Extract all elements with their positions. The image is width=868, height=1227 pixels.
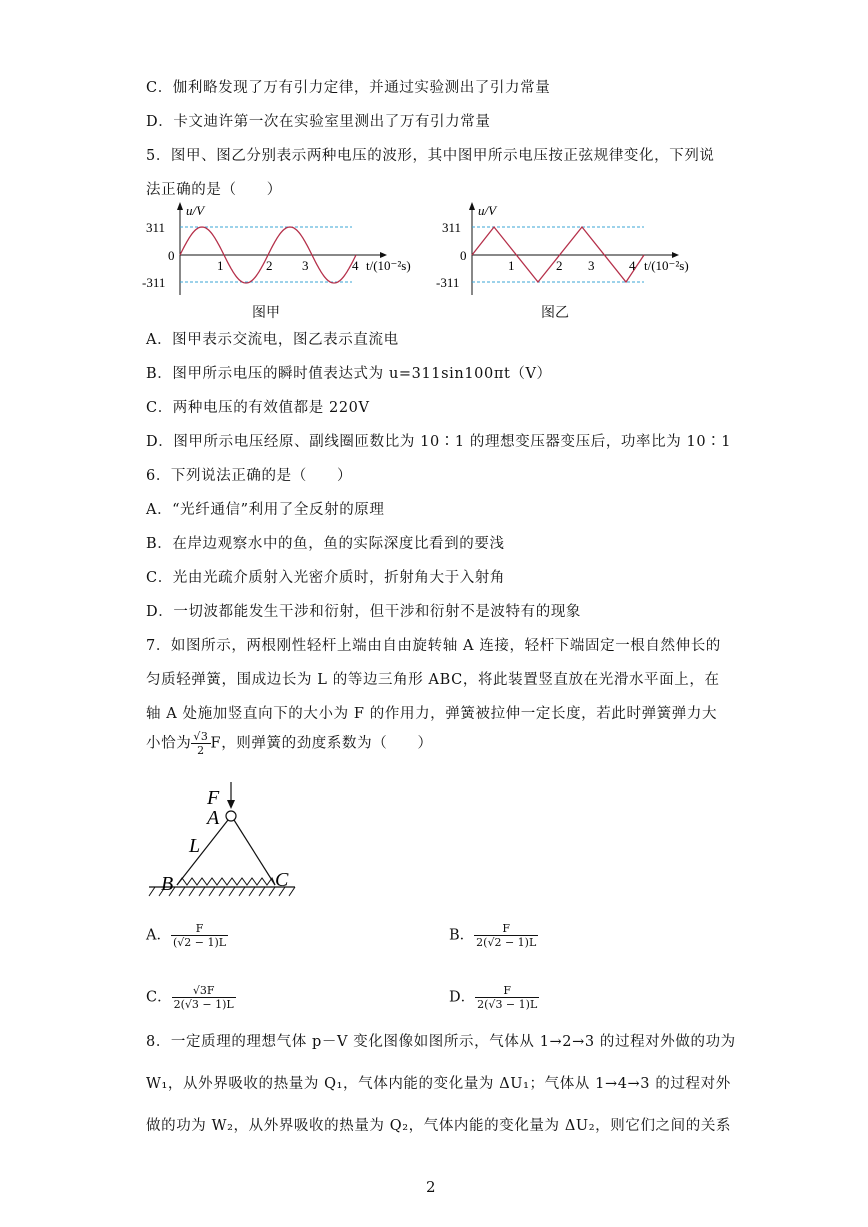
q7-stem-1: 7．如图所示，两根刚性轻杆上端由自由旋转轴 A 连接，轻杆下端固定一根自然伸长的 <box>146 638 721 654</box>
y-bottom-label: -311 <box>436 275 460 290</box>
y-top-label: 311 <box>442 220 462 235</box>
triangle-spring-figure <box>145 780 305 900</box>
q7-stem-2: 匀质轻弹簧，围成边长为 L 的等边三角形 ABC，将此装置竖直放在光滑水平面上，在 <box>146 672 720 688</box>
x-tick-2: 2 <box>266 258 273 273</box>
q4-option-c: C．伽利略发现了万有引力定律，并通过实验测出了引力常量 <box>146 80 551 96</box>
side-l-label: L <box>189 835 201 857</box>
q5-stem-2: 法正确的是（ ） <box>146 182 282 198</box>
q7-stem-4: 小恰为 $\frac{√3}{2}$ F，则弹簧的劲度系数为（ ） <box>146 730 433 757</box>
q6-option-c: C．光由光疏介质射入光密介质时，折射角大于入射角 <box>146 570 505 586</box>
page-number: 2 <box>426 1178 436 1196</box>
y-zero-label: 0 <box>460 248 467 263</box>
q8-stem-2: W₁，从外界吸收的热量为 Q₁，气体内能的变化量为 ΔU₁；气体从 1→4→3 的过程对外 <box>146 1076 731 1092</box>
q7-option-c: C． $\frac{√3F}{2(√3 - 1)L}$ <box>146 984 234 1011</box>
y-axis-label: u/V <box>186 203 205 218</box>
vertex-c-label: C <box>275 869 289 891</box>
x-tick-4: 4 <box>629 258 636 273</box>
x-tick-3: 3 <box>588 258 595 273</box>
figure-yi-caption: 图乙 <box>541 305 569 321</box>
x-tick-3: 3 <box>302 258 309 273</box>
x-tick-2: 2 <box>556 258 563 273</box>
y-axis-label: u/V <box>478 203 497 218</box>
q6-option-d: D．一切波都能发生干涉和衍射，但干涉和衍射不是波特有的现象 <box>146 604 582 620</box>
x-tick-4: 4 <box>352 258 359 273</box>
y-bottom-label: -311 <box>142 275 166 290</box>
q6-stem: 6．下列说法正确的是（ ） <box>146 468 353 484</box>
q6-option-b: B．在岸边观察水中的鱼，鱼的实际深度比看到的要浅 <box>146 536 505 552</box>
y-zero-label: 0 <box>168 248 175 263</box>
q7-stem-3: 轴 A 处施加竖直向下的大小为 F 的作用力，弹簧被拉伸一定长度，若此时弹簧弹力大 <box>146 706 718 722</box>
x-axis-label: t/(10⁻²s) <box>644 258 689 273</box>
q5-stem-1: 5．图甲、图乙分别表示两种电压的波形，其中图甲所示电压按正弦规律变化，下列说 <box>146 148 715 164</box>
q8-stem-1: 8．一定质理的理想气体 p－V 变化图像如图所示，气体从 1→2→3 的过程对外做的功为 <box>146 1034 736 1050</box>
vertex-b-label: B <box>161 873 174 895</box>
q8-stem-3: 做的功为 W₂，从外界吸收的热量为 Q₂，气体内能的变化量为 ΔU₂，则它们之间的关系 <box>146 1118 732 1134</box>
figure-yi-triangle-wave <box>432 200 732 300</box>
q7-option-a: A． $\frac{F}{(√2 - 1)L}$ <box>146 922 227 949</box>
q5-option-a: A．图甲表示交流电，图乙表示直流电 <box>146 332 399 348</box>
q7-option-d: D． $\frac{F}{2(√3 - 1)L}$ <box>449 984 538 1011</box>
force-label: F <box>207 787 220 809</box>
x-tick-1: 1 <box>508 258 515 273</box>
q5-option-b: B．图甲所示电压的瞬时值表达式为 u=311sin100πt（V） <box>146 366 552 382</box>
x-axis-label: t/(10⁻²s) <box>366 258 411 273</box>
figure-jia-sine-wave <box>140 200 430 300</box>
y-top-label: 311 <box>146 220 166 235</box>
q7-option-b: B． $\frac{F}{2(√2 - 1)L}$ <box>449 922 537 949</box>
sqrt3-over-2-fraction: $\frac{√3}{2}$ <box>193 730 209 757</box>
q6-option-a: A．“光纤通信”利用了全反射的原理 <box>146 502 385 518</box>
vertex-a-label: A <box>207 807 220 829</box>
x-tick-1: 1 <box>217 258 224 273</box>
q5-option-c: C．两种电压的有效值都是 220V <box>146 400 370 416</box>
q4-option-d: D．卡文迪许第一次在实验室里测出了万有引力常量 <box>146 114 491 130</box>
figure-jia-caption: 图甲 <box>252 305 280 321</box>
q5-option-d: D．图甲所示电压经原、副线圈匝数比为 10∶1 的理想变压器变压后，功率比为 10∶1 <box>146 434 732 450</box>
